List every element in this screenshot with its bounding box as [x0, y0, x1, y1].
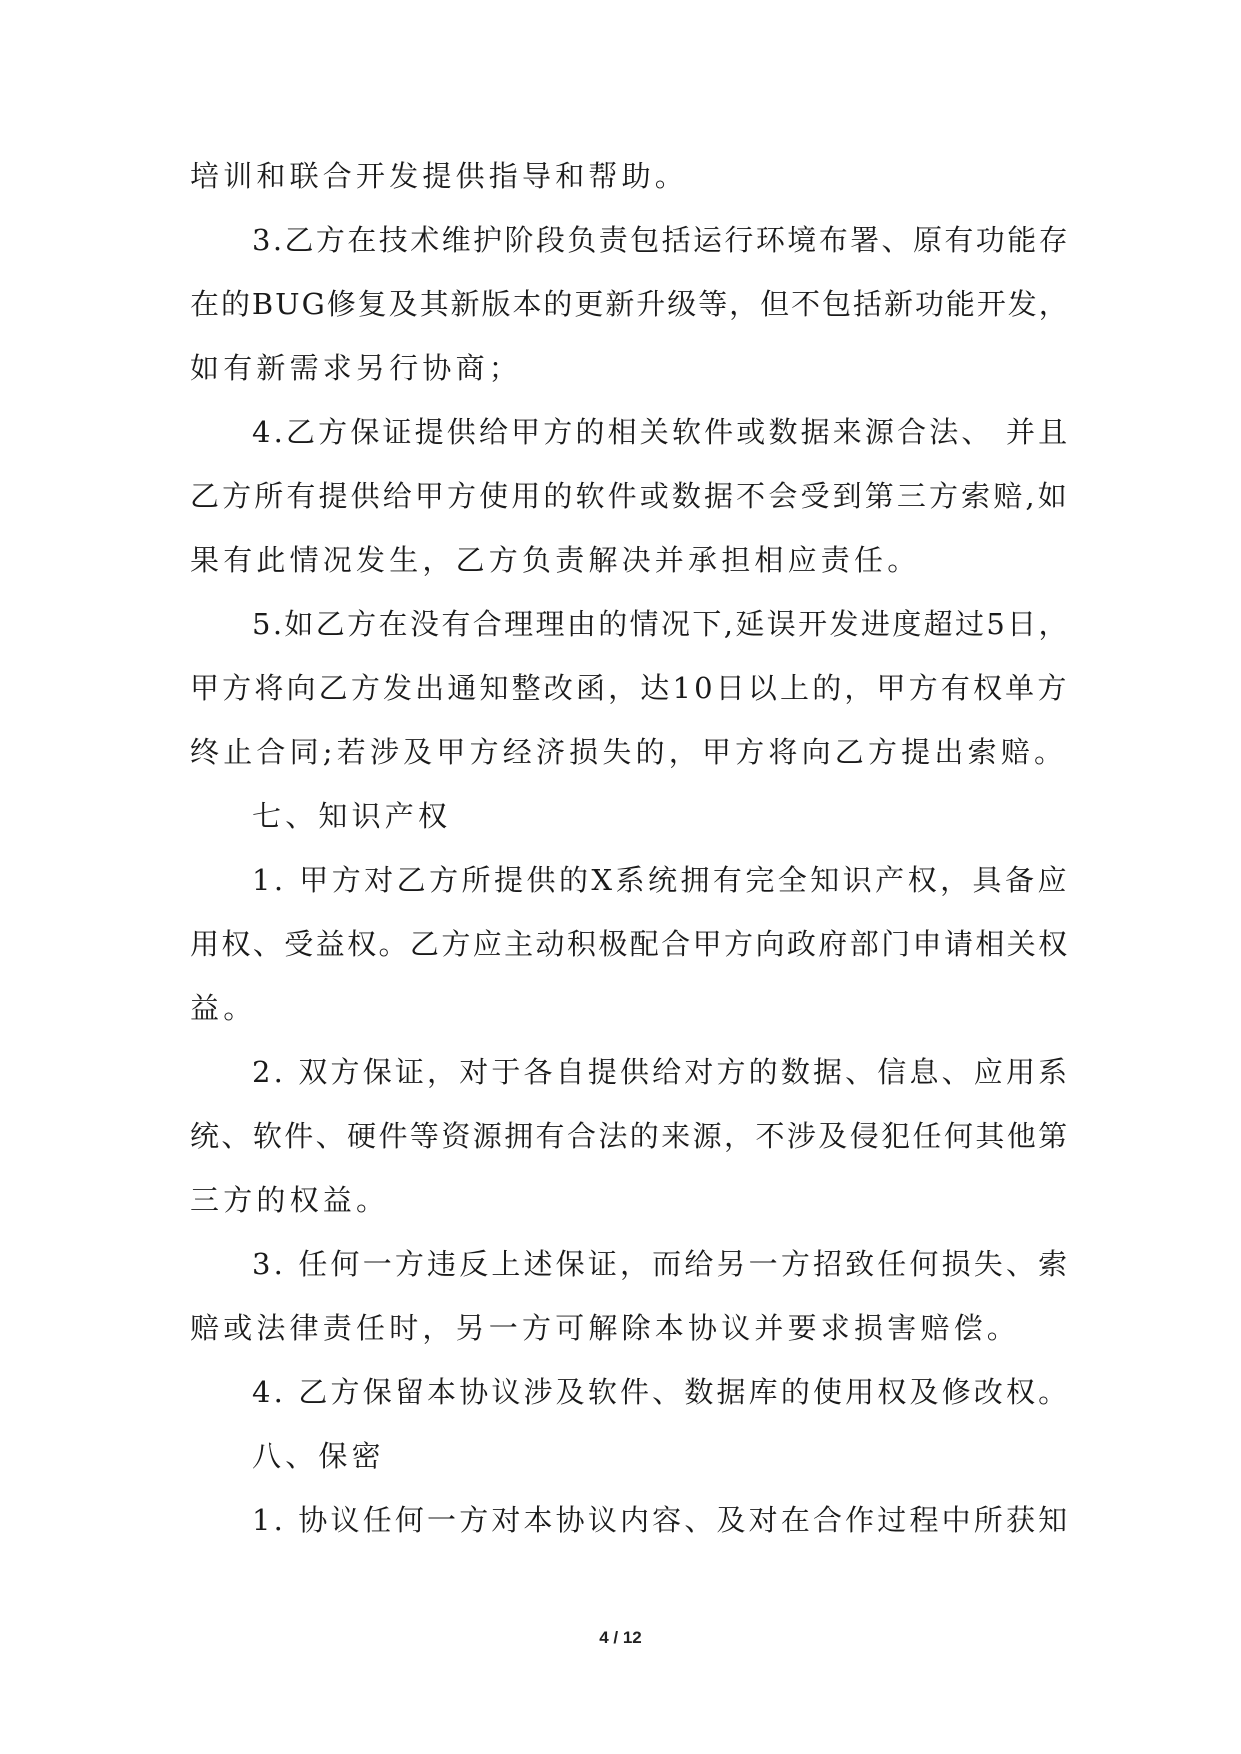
text-line: 乙方所有提供给甲方使用的软件或数据不会受到第三方索赔,如	[190, 479, 1070, 513]
text-line: 三方的权益。	[190, 1183, 390, 1217]
text-line: 终止合同;若涉及甲方经济损失的，甲方将向乙方提出索赔。	[190, 735, 1068, 769]
section-heading: 七、知识产权	[252, 799, 452, 833]
text-line: 如有新需求另行协商；	[190, 351, 523, 385]
text-line: 甲方将向乙方发出通知整改函，达10日以上的，甲方有权单方	[190, 671, 1070, 705]
text-line: 果有此情况发生，乙方负责解决并承担相应责任。	[190, 543, 921, 577]
page-number: 4 / 12	[599, 1628, 642, 1647]
text-line: 2. 双方保证，对于各自提供给对方的数据、信息、应用系	[252, 1055, 1071, 1089]
text-line: 1. 协议任何一方对本协议内容、及对在合作过程中所获知	[252, 1503, 1071, 1537]
section-heading: 八、保密	[252, 1439, 385, 1473]
text-line: 用权、受益权。乙方应主动积极配合甲方向政府部门申请相关权	[190, 927, 1070, 961]
text-line: 赔或法律责任时，另一方可解除本协议并要求损害赔偿。	[190, 1311, 1021, 1345]
text-line: 5.如乙方在没有合理理由的情况下,延误开发进度超过5日，	[252, 607, 1070, 641]
text-line: 3.乙方在技术维护阶段负责包括运行环境布署、原有功能存	[252, 223, 1071, 257]
text-line: 在的BUG修复及其新版本的更新升级等，但不包括新功能开发，	[190, 287, 1070, 321]
text-line: 益。	[190, 991, 257, 1025]
text-line: 统、软件、硬件等资源拥有合法的来源，不涉及侵犯任何其他第	[190, 1119, 1070, 1153]
text-line: 1. 甲方对乙方所提供的X系统拥有完全知识产权，具备应	[252, 863, 1070, 897]
text-line: 4. 乙方保留本协议涉及软件、数据库的使用权及修改权。	[252, 1375, 1071, 1409]
text-line: 培训和联合开发提供指导和帮助。	[190, 159, 689, 193]
text-line: 3. 任何一方违反上述保证，而给另一方招致任何损失、索	[252, 1247, 1071, 1281]
text-line: 4.乙方保证提供给甲方的相关软件或数据来源合法、 并且	[252, 415, 1071, 449]
